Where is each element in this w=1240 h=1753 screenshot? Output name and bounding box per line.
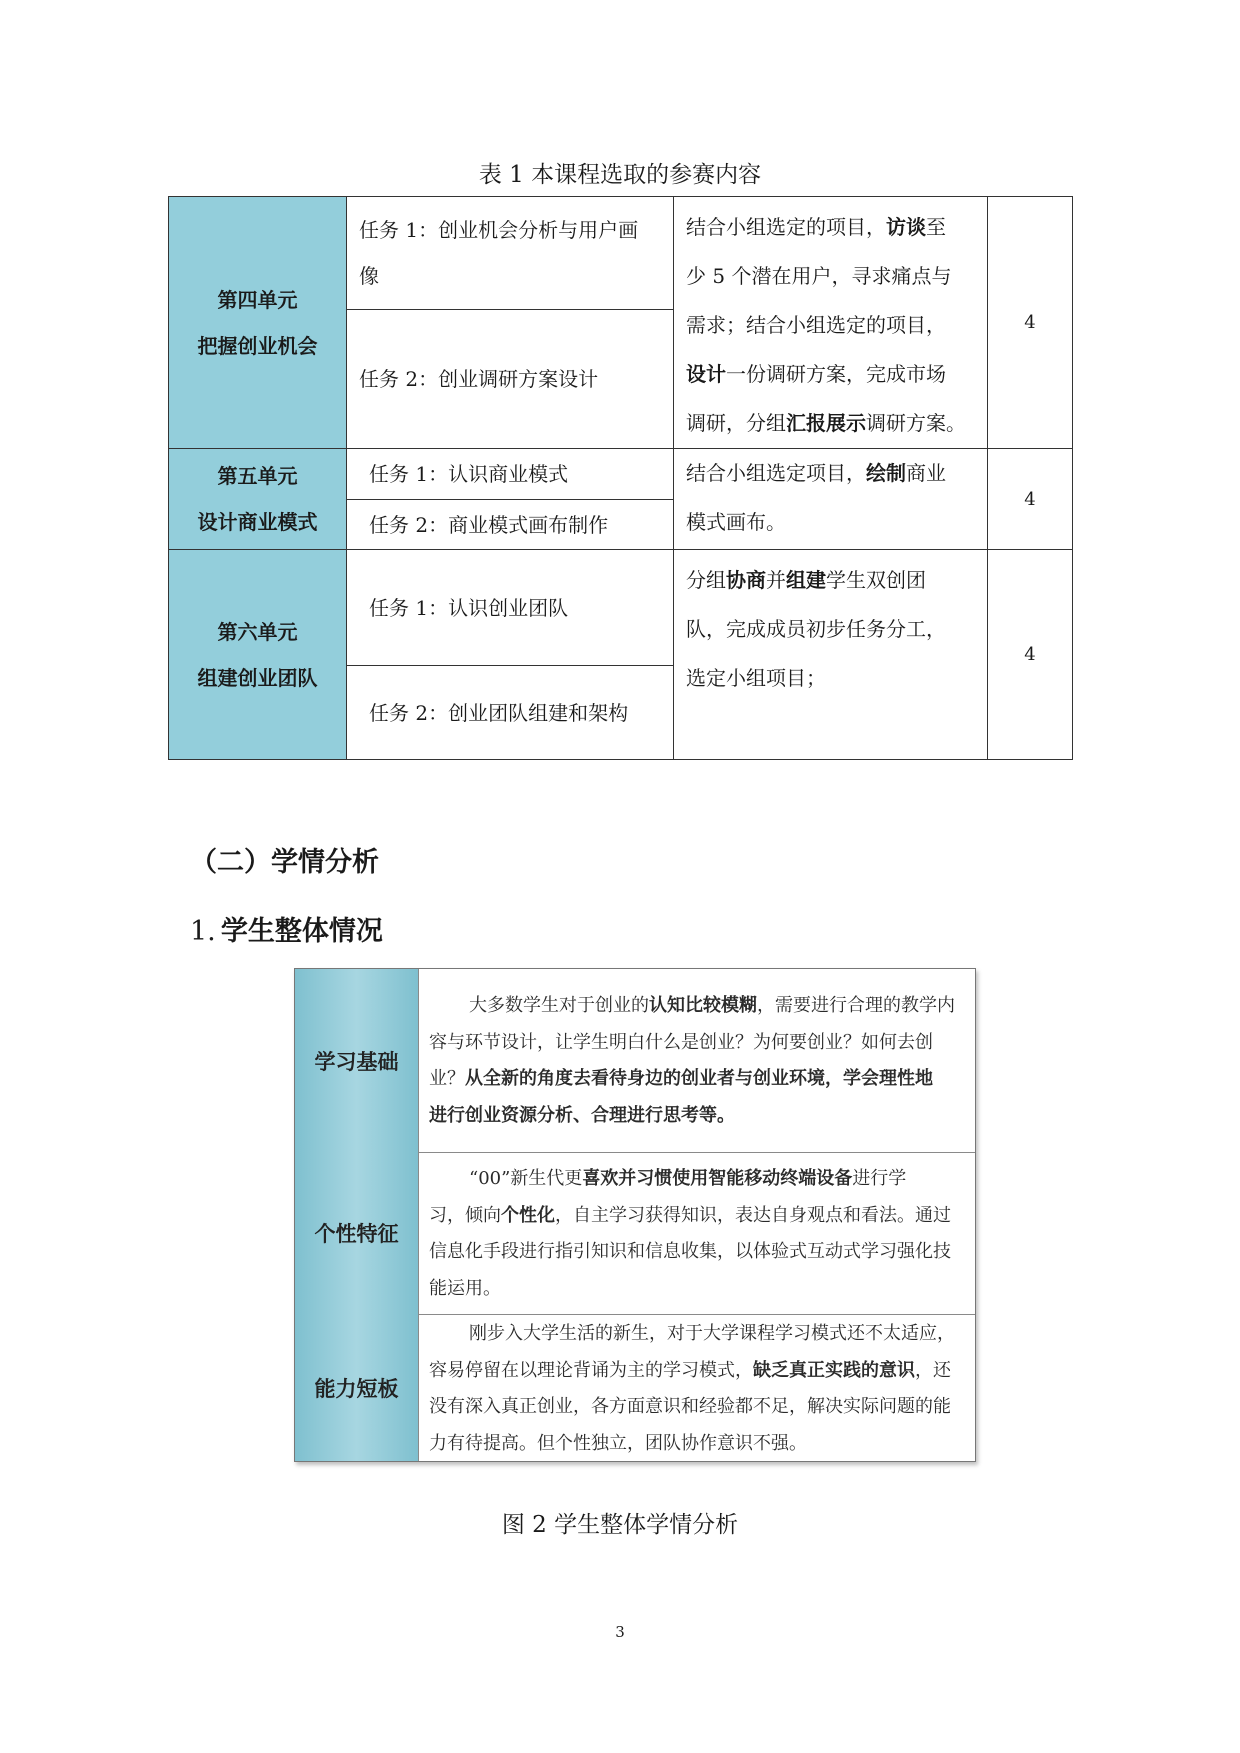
unit-cell [169, 449, 347, 550]
table-caption: 表 1 本课程选取的参赛内容 [478, 162, 762, 188]
unit-title: 第五单元 [217, 464, 298, 488]
row-text [429, 1161, 967, 1307]
task-cell: 任务 2：创业团队组建和架构 [347, 666, 674, 760]
subsection-heading [190, 909, 383, 948]
activity-text: 结合小组选定项目， [686, 461, 866, 485]
task-cell: 任务 1：认识商业模式 [347, 449, 674, 500]
row-label: 个性特征 [295, 1152, 419, 1314]
activity-text: 学生双创团 [826, 568, 926, 592]
unit-subtitle: 把握创业机会 [197, 333, 318, 358]
activity-text: 队，完成成员初步任务分工， [686, 617, 946, 641]
activity-cell [674, 449, 988, 550]
row-text-part: 力有待提高。但个性独立，团队协作意识不强。 [429, 1432, 807, 1454]
row-text-part: 容与环节设计，让学生明白什么是创业？为何要创业？如何去创 [429, 1031, 933, 1053]
figure-caption: 图 2 学生整体学情分析 [501, 1512, 739, 1538]
activity-text: 至 [926, 215, 946, 239]
activity-keyword: 设计 [686, 362, 726, 386]
activity-text: 调研，分组 [686, 411, 786, 435]
row-text-part: 习，倾向 [429, 1204, 501, 1226]
page-number: 3 [615, 1623, 625, 1641]
row-text-bold: 个性化 [501, 1204, 555, 1226]
figure-row [295, 1152, 975, 1315]
course-content-table [168, 196, 1073, 760]
row-text-part: 能运用。 [429, 1277, 501, 1299]
hours-cell: 4 [988, 550, 1073, 760]
activity-text: 分组 [686, 568, 726, 592]
table-row [169, 197, 1073, 310]
row-text-part: 容易停留在以理论背诵为主的学习模式， [429, 1359, 753, 1381]
row-text-part: ，自主学习获得知识，表达自身观点和看法。通过 [555, 1204, 951, 1226]
activity-text: 少 5 个潜在用户，寻求痛点与 [686, 264, 952, 288]
figure-row [295, 969, 975, 1153]
task-cell: 任务 2：商业模式画布制作 [347, 500, 674, 550]
activity-text: 需求；结合小组选定的项目， [686, 313, 946, 337]
activity-keyword: 访谈 [886, 215, 926, 239]
row-text-part: “00”新生代更 [469, 1168, 583, 1189]
row-text-part: 业？ [429, 1068, 465, 1089]
section-heading: （二）学情分析 [190, 847, 379, 878]
activity-text: 一份调研方案，完成市场 [726, 362, 946, 386]
row-text [429, 988, 967, 1134]
task-cell: 任务 2：创业调研方案设计 [347, 309, 674, 448]
unit-subtitle: 组建创业团队 [197, 665, 318, 690]
subsection-title: 学生整体情况 [220, 916, 383, 947]
unit-title: 第四单元 [217, 287, 298, 312]
row-text-part: 进行学 [852, 1168, 907, 1189]
unit-title: 第六单元 [217, 619, 298, 644]
row-label: 能力短板 [295, 1314, 419, 1461]
task-text-cont: 像 [359, 263, 379, 288]
row-text-part: 信息化手段进行指引知识和信息收集，以体验式互动式学习强化技 [429, 1241, 951, 1262]
row-text-part: ，还 [915, 1359, 951, 1381]
table-row [169, 449, 1073, 500]
activity-cell [674, 550, 988, 760]
activity-text: 调研方案。 [866, 411, 966, 435]
student-analysis-figure [294, 968, 976, 1462]
row-text-bold: 进行创业资源分析、合理进行思考等。 [429, 1104, 735, 1126]
activity-text: 结合小组选定的项目， [686, 215, 886, 239]
row-label: 学习基础 [295, 969, 419, 1152]
unit-cell [169, 550, 347, 760]
row-text-part: 刚步入大学生活的新生，对于大学课程学习模式还不太适应， [469, 1323, 955, 1344]
subsection-number: 1. [190, 916, 216, 947]
unit-cell [169, 197, 347, 449]
row-text-part: 没有深入真正创业，各方面意识和经验都不足，解决实际问题的能 [429, 1396, 951, 1417]
activity-cell [674, 197, 988, 449]
row-text-bold: 喜欢并习惯使用智能移动终端设备 [582, 1168, 853, 1189]
activity-text: 选定小组项目； [686, 666, 826, 690]
figure-row [295, 1314, 975, 1461]
activity-keyword: 协商 [726, 568, 766, 592]
task-cell [347, 197, 674, 310]
hours-cell: 4 [988, 197, 1073, 449]
task-cell: 任务 1：认识创业团队 [347, 550, 674, 666]
row-text-bold: 认知比较模糊 [649, 995, 757, 1016]
activity-keyword: 绘制 [866, 461, 906, 485]
row-text-part: 大多数学生对于创业的 [469, 995, 649, 1016]
activity-text: 商业 [906, 461, 946, 485]
row-text-bold: 从全新的角度去看待身边的创业者与创业环境，学会理性地 [465, 1068, 933, 1089]
hours-cell: 4 [988, 449, 1073, 550]
task-text: 任务 1：创业机会分析与用户画 [359, 217, 639, 242]
row-text [429, 1316, 967, 1462]
row-text-bold: 缺乏真正实践的意识 [753, 1359, 915, 1381]
unit-subtitle: 设计商业模式 [197, 510, 318, 534]
row-text-part: ，需要进行合理的教学内 [757, 995, 955, 1016]
activity-keyword: 汇报展示 [786, 411, 866, 435]
activity-text: 模式画布。 [686, 510, 786, 534]
activity-keyword: 组建 [786, 568, 826, 592]
activity-text: 并 [766, 568, 786, 592]
table-row [169, 550, 1073, 666]
